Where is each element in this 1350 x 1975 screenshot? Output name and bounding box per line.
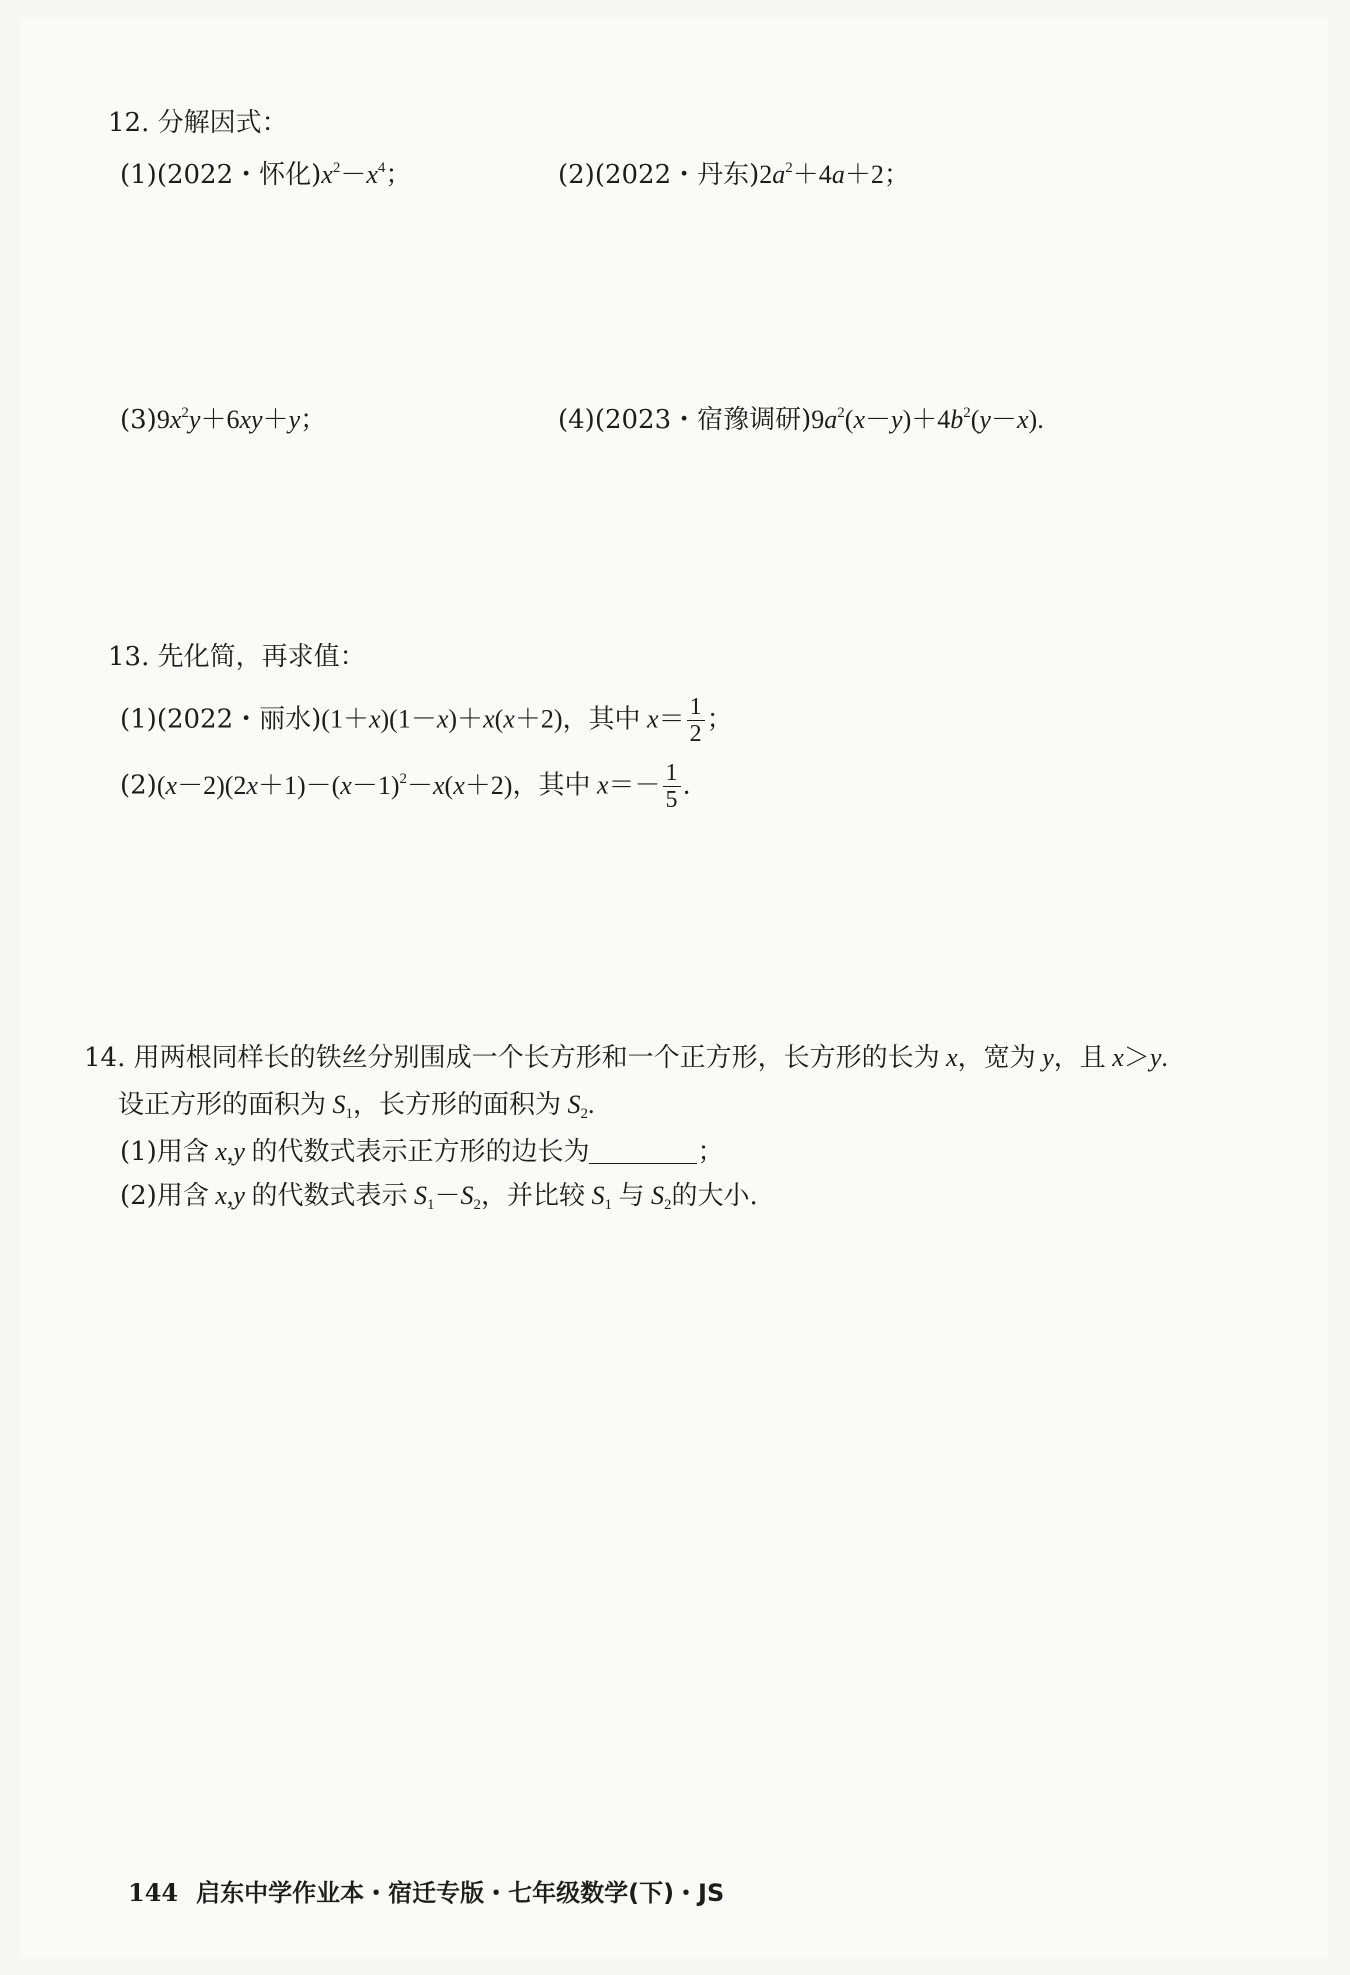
q14-part1-text-b: 的代数式表示正方形的边长为 xyxy=(251,1137,590,1167)
q12-part2-expr: $2a^2+4a+2$； xyxy=(759,160,910,189)
q14-part1-text-a: (1)用含 xyxy=(120,1137,209,1167)
q14-part1: (1)用含 x,y 的代数式表示正方形的边长为 ； xyxy=(120,1137,724,1167)
q13-part2-where: ，其中 xyxy=(512,770,591,801)
q12-heading-text: 12. 分解因式： xyxy=(108,108,288,138)
q12-part2-source: (2)(2022・丹东) xyxy=(558,160,760,190)
q14-inequality: x＞y. xyxy=(1112,1043,1168,1072)
q12-part3-expr: $9x^2y+6xy+y$； xyxy=(156,405,327,434)
q13-part2-fraction xyxy=(663,760,681,813)
q14-line2-text-b: ，长方形的面积为 xyxy=(353,1090,562,1120)
q12-part1 xyxy=(120,158,411,192)
page-footer xyxy=(128,1873,724,1908)
q12-part2 xyxy=(558,158,910,192)
q12-part4 xyxy=(558,403,1044,437)
q12-part1-expr: $x^2-x^4$； xyxy=(321,160,412,189)
page-number: 144 xyxy=(128,1878,179,1907)
q13-part2-value: x＝－ xyxy=(596,770,661,800)
q13-part1-expr: (1＋x)(1－x)＋x(x＋2) xyxy=(321,704,563,734)
fraction-denominator: 2 xyxy=(689,721,702,747)
q14-part2: (2)用含 x,y 的代数式表示 $S_1-S_2$，并比较 $S_1$ 与 $S_2$的大小. xyxy=(120,1181,758,1213)
q12-part4-expr: $9a^2(x-y)+4b^2(y-x)$. xyxy=(811,405,1044,434)
q13-part2: $(2)(x-2)(2x+1)-(x-1)^2-x(x+2)$，其中 x＝－ $\frac{1}{5}$ . xyxy=(120,760,691,813)
q14-part2-text-c: ，并比较 xyxy=(480,1181,585,1211)
q13-heading xyxy=(108,640,366,674)
q14-part2-text-a: (2)用含 xyxy=(120,1181,209,1211)
q13-part1-where: ，其中 xyxy=(562,704,641,735)
q12-part1-source: (1)(2022・怀化) xyxy=(120,160,322,190)
q14-heading-text-a: 14. 用两根同样长的铁丝分别围成一个长方形和一个正方形，长方形的长为 xyxy=(84,1043,940,1073)
fraction-denominator: 5 xyxy=(665,787,678,813)
q13-part2-label: (2) xyxy=(120,770,157,801)
q12-heading xyxy=(108,106,288,140)
q13-part1: (1)(2022・丽水)(1＋x)(1－x)＋x(x＋2)，其中 x＝ $\frac{1}{2}$ ； xyxy=(120,694,733,747)
q14-part2-text-e: 的大小. xyxy=(671,1181,758,1211)
q13-heading-text: 13. 先化简，再求值： xyxy=(108,642,366,672)
q12-part3-label: (3) xyxy=(120,405,157,435)
q14-heading-text-b: ，宽为 xyxy=(957,1043,1036,1073)
answer-blank[interactable] xyxy=(589,1137,697,1164)
q14-line2-text-a: 设正方形的面积为 xyxy=(118,1090,327,1120)
fraction-numerator: 1 xyxy=(663,760,681,787)
q14-heading: 14. 用两根同样长的铁丝分别围成一个长方形和一个正方形，长方形的长为 x，宽为 y，且 x＞y. xyxy=(84,1043,1168,1073)
q13-part1-value: x＝ xyxy=(647,704,685,734)
q12-part3 xyxy=(120,403,326,437)
q13-part1-source: (1)(2022・丽水) xyxy=(120,704,322,735)
q13-part2-expr: $(x-2)(2x+1)-(x-1)^2-x(x+2)$ xyxy=(156,770,513,800)
q14-part2-text-b: 的代数式表示 xyxy=(251,1181,408,1211)
q13-part1-fraction xyxy=(687,694,705,747)
q12-part4-source: (4)(2023・宿豫调研) xyxy=(558,405,812,435)
q14-part2-text-d: 与 xyxy=(618,1181,645,1211)
book-title: 启东中学作业本・宿迁专版・七年级数学(下)・JS xyxy=(196,1879,725,1907)
q14-heading-text-c: ，且 xyxy=(1053,1043,1106,1073)
q14-line2: 设正方形的面积为 $S_1$，长方形的面积为 $S_2$. xyxy=(118,1090,595,1122)
fraction-numerator: 1 xyxy=(687,694,705,721)
worksheet-page xyxy=(20,18,1328,1958)
